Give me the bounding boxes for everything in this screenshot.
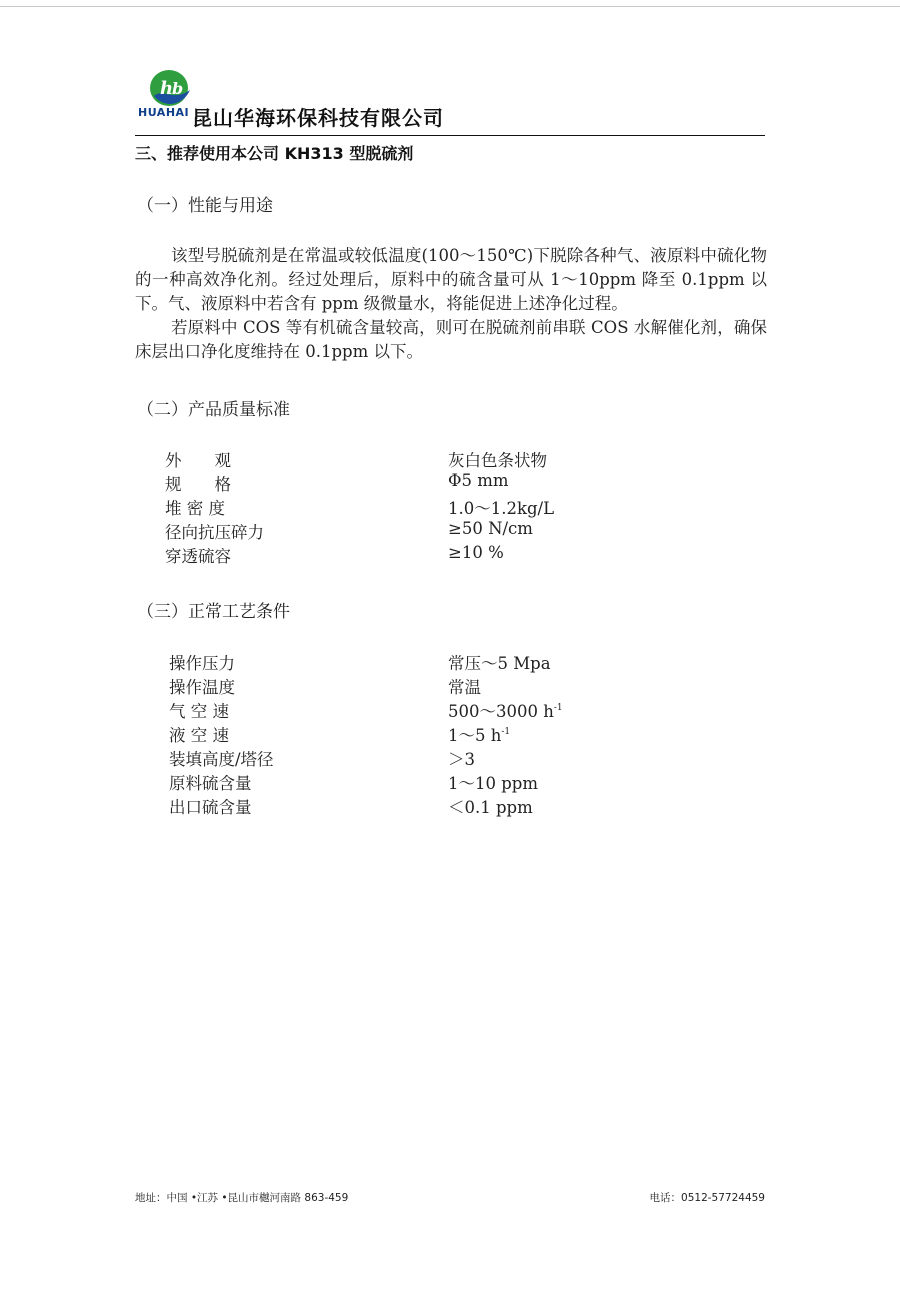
condition-value: 常压～5 Mpa [448,654,551,673]
condition-value: 500～3000 $h^{-1}$ [448,702,563,721]
top-edge-rule [0,6,900,7]
spec-value: Φ5 mm [448,471,509,490]
paragraph: 若原料中 COS 等有机硫含量较高，则可在脱硫剂前串联 COS 水解催化剂，确保床层出口净化度维持在 0.1ppm 以下。 [135,318,767,361]
spec-value: 1.0～1.2kg/L [448,499,555,518]
svg-text:h: h [160,78,174,99]
document-heading: 三、推荐使用本公司 KH313 型脱硫剂 [135,144,414,163]
condition-label: 操作温度 [169,678,235,697]
logo-wordmark: HUAHAI [138,106,190,119]
spec-label: 穿透硫容 [165,547,231,566]
footer-address: 地址：中国 •江苏 •昆山市樾河南路 863-459 [135,1192,349,1204]
spec-label: 径向抗压碎力 [165,523,264,542]
section-title-quality: （二）产品质量标准 [137,400,290,420]
condition-value: ＞3 [448,750,475,769]
condition-label: 出口硫含量 [169,798,252,817]
header-divider [135,135,765,136]
spec-value: ≥10 % [448,543,504,562]
condition-label: 液 空 速 [169,726,229,745]
company-name: 昆山华海环保科技有限公司 [192,106,444,130]
huahai-logo-icon [148,68,194,110]
condition-label: 操作压力 [169,654,235,673]
condition-value: ＜0.1 ppm [448,798,533,817]
section-title-performance: （一）性能与用途 [137,196,273,216]
condition-value: 1～10 ppm [448,774,539,793]
condition-label: 气 空 速 [169,702,229,721]
spec-label: 规 格 [165,475,231,494]
spec-label: 外 观 [165,451,231,470]
svg-text:b: b [172,79,184,98]
condition-value: 1～5 $h^{-1}$ [448,726,511,745]
performance-text [135,244,767,364]
paragraph: 该型号脱硫剂是在常温或较低温度(100～150℃)下脱除各种气、液原料中硫化物的一种高效净化剂。经过处理后，原料中的硫含量可从 1～10ppm 降至 0.1ppm 以下。气、液原料中若含有 ppm 级微量水，将能促进上述净化过程。 [135,246,767,313]
spec-value: ≥50 N/cm [448,519,533,538]
spec-label: 堆 密 度 [165,499,225,518]
condition-value: 常温 [448,678,481,697]
footer-phone: 电话：0512-57724459 [649,1192,765,1204]
spec-value: 灰白色条状物 [448,451,547,470]
condition-label: 装填高度/塔径 [169,750,274,769]
section-title-process-conditions: （三）正常工艺条件 [137,602,290,622]
condition-label: 原料硫含量 [169,774,252,793]
